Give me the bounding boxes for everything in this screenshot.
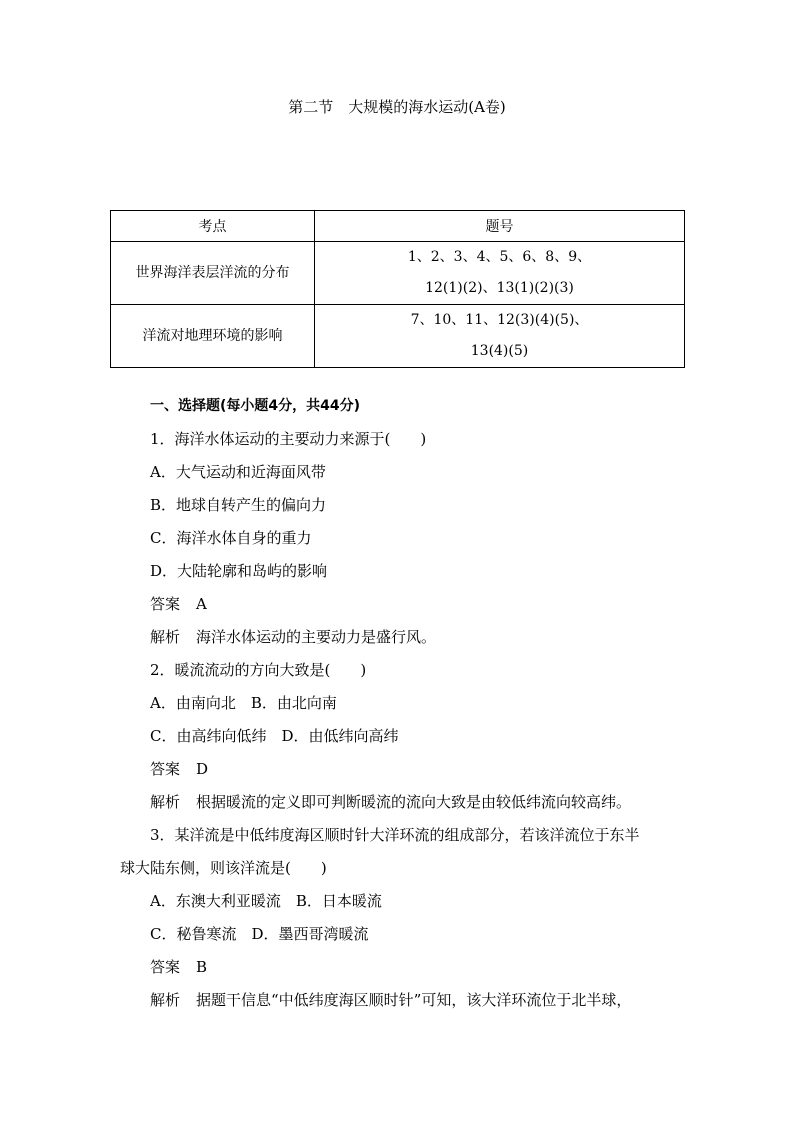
answer xyxy=(120,951,680,984)
options-cd: C．秘鲁寒流 D．墨西哥湾暖流 xyxy=(150,925,369,943)
question-numbers-cell xyxy=(315,242,685,305)
question-numbers-line: 1、2、3、4、5、6、8、9、 xyxy=(407,249,592,265)
options-ab: A．东澳大利亚暖流 B．日本暖流 xyxy=(150,892,382,910)
analysis-text: 据题干信息“中低纬度海区顺时针”可知，该大洋环流位于北半球， xyxy=(196,991,632,1009)
question-numbers-line: 13(4)(5) xyxy=(470,343,529,359)
answer-label: 答案 xyxy=(150,595,181,613)
option-a: A．大气运动和近海面风带 xyxy=(150,463,326,481)
table-row xyxy=(111,305,685,368)
analysis xyxy=(120,984,680,1017)
question-stem: 2．暖流流动的方向大致是( ) xyxy=(150,661,367,679)
option-d: D．大陆轮廓和岛屿的影响 xyxy=(150,562,328,580)
analysis-text: 海洋水体运动的主要动力是盛行风。 xyxy=(196,628,437,646)
answer xyxy=(120,588,680,621)
topic-cell: 洋流对地理环境的影响 xyxy=(111,305,315,368)
question-numbers-line: 7、10、11、12(3)(4)(5)、 xyxy=(410,312,589,328)
page-title: 第二节 大规模的海水运动(A卷) xyxy=(288,98,506,116)
question-stem: 3．某洋流是中低纬度海区顺时针大洋环流的组成部分，若该洋流位于东半 xyxy=(150,826,640,844)
analysis xyxy=(120,621,680,654)
analysis-label: 解析 xyxy=(150,628,181,646)
answer-label: 答案 xyxy=(150,958,181,976)
option-b: B．地球自转产生的偏向力 xyxy=(150,496,327,514)
options-cd: C．由高纬向低纬 D．由低纬向高纬 xyxy=(150,727,399,745)
section-heading: 一、选择题(每小题4分，共44分) xyxy=(150,398,361,414)
header-question-numbers: 题号 xyxy=(315,211,685,242)
analysis xyxy=(120,786,680,819)
question-stem: 1．海洋水体运动的主要动力来源于( ) xyxy=(150,430,427,448)
topic-cell: 世界海洋表层洋流的分布 xyxy=(111,242,315,305)
question-numbers-cell xyxy=(315,305,685,368)
question-numbers-line: 12(1)(2)、13(1)(2)(3) xyxy=(425,280,574,296)
topic-table xyxy=(110,210,685,368)
analysis-label: 解析 xyxy=(150,793,181,811)
table-header-row xyxy=(111,211,685,242)
answer-value: A xyxy=(196,595,207,613)
option-c: C．海洋水体自身的重力 xyxy=(150,529,312,547)
answer-value: D xyxy=(196,760,209,778)
question-body xyxy=(120,390,680,1017)
question-stem-cont: 球大陆东侧，则该洋流是( ) xyxy=(120,859,327,877)
header-topic: 考点 xyxy=(111,211,315,242)
answer-label: 答案 xyxy=(150,760,181,778)
answer xyxy=(120,753,680,786)
analysis-label: 解析 xyxy=(150,991,181,1009)
answer-value: B xyxy=(196,958,208,976)
analysis-text: 根据暖流的定义即可判断暖流的流向大致是由较低纬流向较高纬。 xyxy=(196,793,632,811)
options-ab: A．由南向北 B．由北向南 xyxy=(150,694,337,712)
table-row xyxy=(111,242,685,305)
